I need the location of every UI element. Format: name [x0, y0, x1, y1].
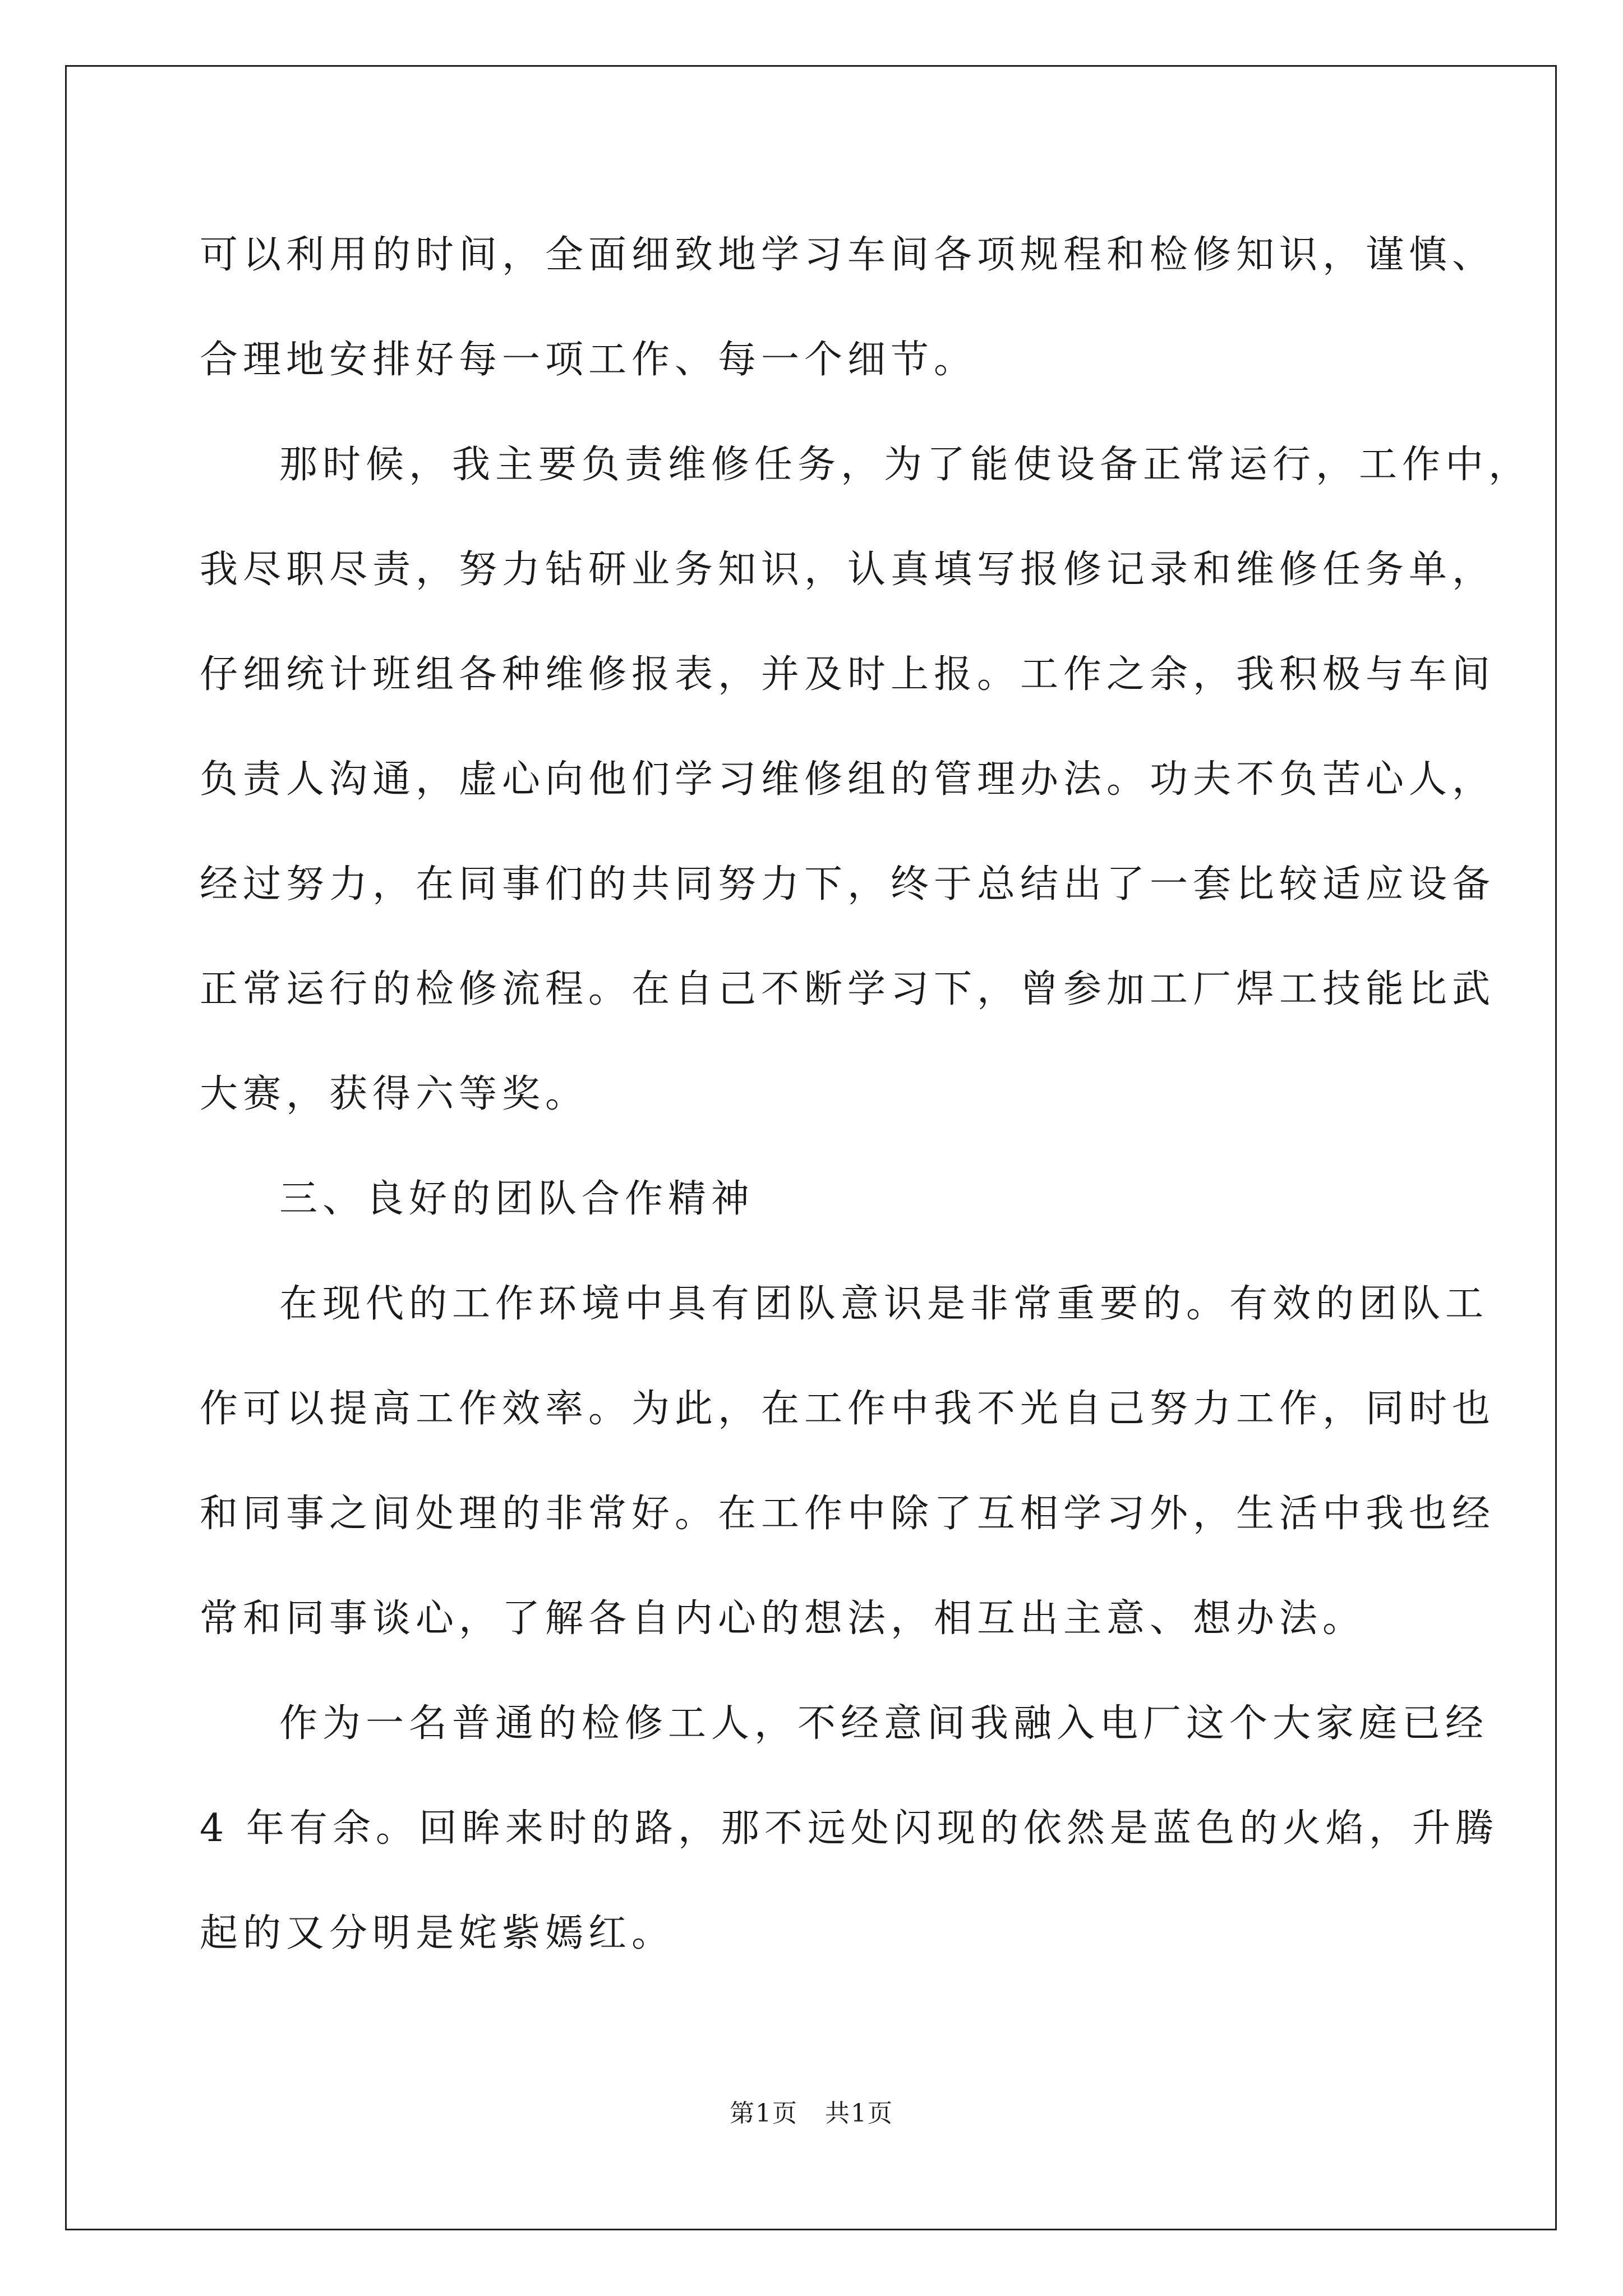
text-line: 正常运行的检修流程。在自己不断学习下，曾参加工厂焊工技能比武 — [200, 967, 1496, 1011]
text-line: 负责人沟通，虚心向他们学习维修组的管理办法。功夫不负苦心人， — [200, 757, 1496, 802]
text-line: 经过努力，在同事们的共同努力下，终于总结出了一套比较适应设备 — [200, 862, 1496, 907]
text-line: 那时候，我主要负责维修任务，为了能使设备正常运行，工作中， — [279, 443, 1532, 487]
text-line: 合理地安排好每一项工作、每一个细节。 — [200, 338, 978, 382]
text-line: 起的又分明是姹紫嫣红。 — [200, 1911, 675, 1955]
section-heading: 三、良好的团队合作精神 — [279, 1177, 755, 1221]
text-line: 常和同事谈心，了解各自内心的想法，相互出主意、想办法。 — [200, 1596, 1366, 1641]
text-line: 可以利用的时间，全面细致地学习车间各项规程和检修知识，谨慎、 — [200, 233, 1496, 277]
text-line: 我尽职尽责，努力钻研业务知识，认真填写报修记录和维修任务单， — [200, 547, 1496, 592]
text-line: 作可以提高工作效率。为此，在工作中我不光自己努力工作，同时也 — [200, 1387, 1496, 1431]
text-line: 仔细统计班组各种维修报表，并及时上报。工作之余，我积极与车间 — [200, 652, 1496, 697]
text-line: 和同事之间处理的非常好。在工作中除了互相学习外，生活中我也经 — [200, 1492, 1496, 1536]
text-line: 作为一名普通的检修工人，不经意间我融入电厂这个大家庭已经 — [279, 1701, 1489, 1746]
text-line: 大赛，获得六等奖。 — [200, 1072, 589, 1116]
page-footer: 第1页 共1页 — [730, 2099, 893, 2128]
text-line: 4 年有余。回眸来时的路，那不远处闪现的依然是蓝色的火焰，升腾 — [200, 1806, 1498, 1851]
text-line: 在现代的工作环境中具有团队意识是非常重要的。有效的团队工 — [279, 1282, 1489, 1326]
